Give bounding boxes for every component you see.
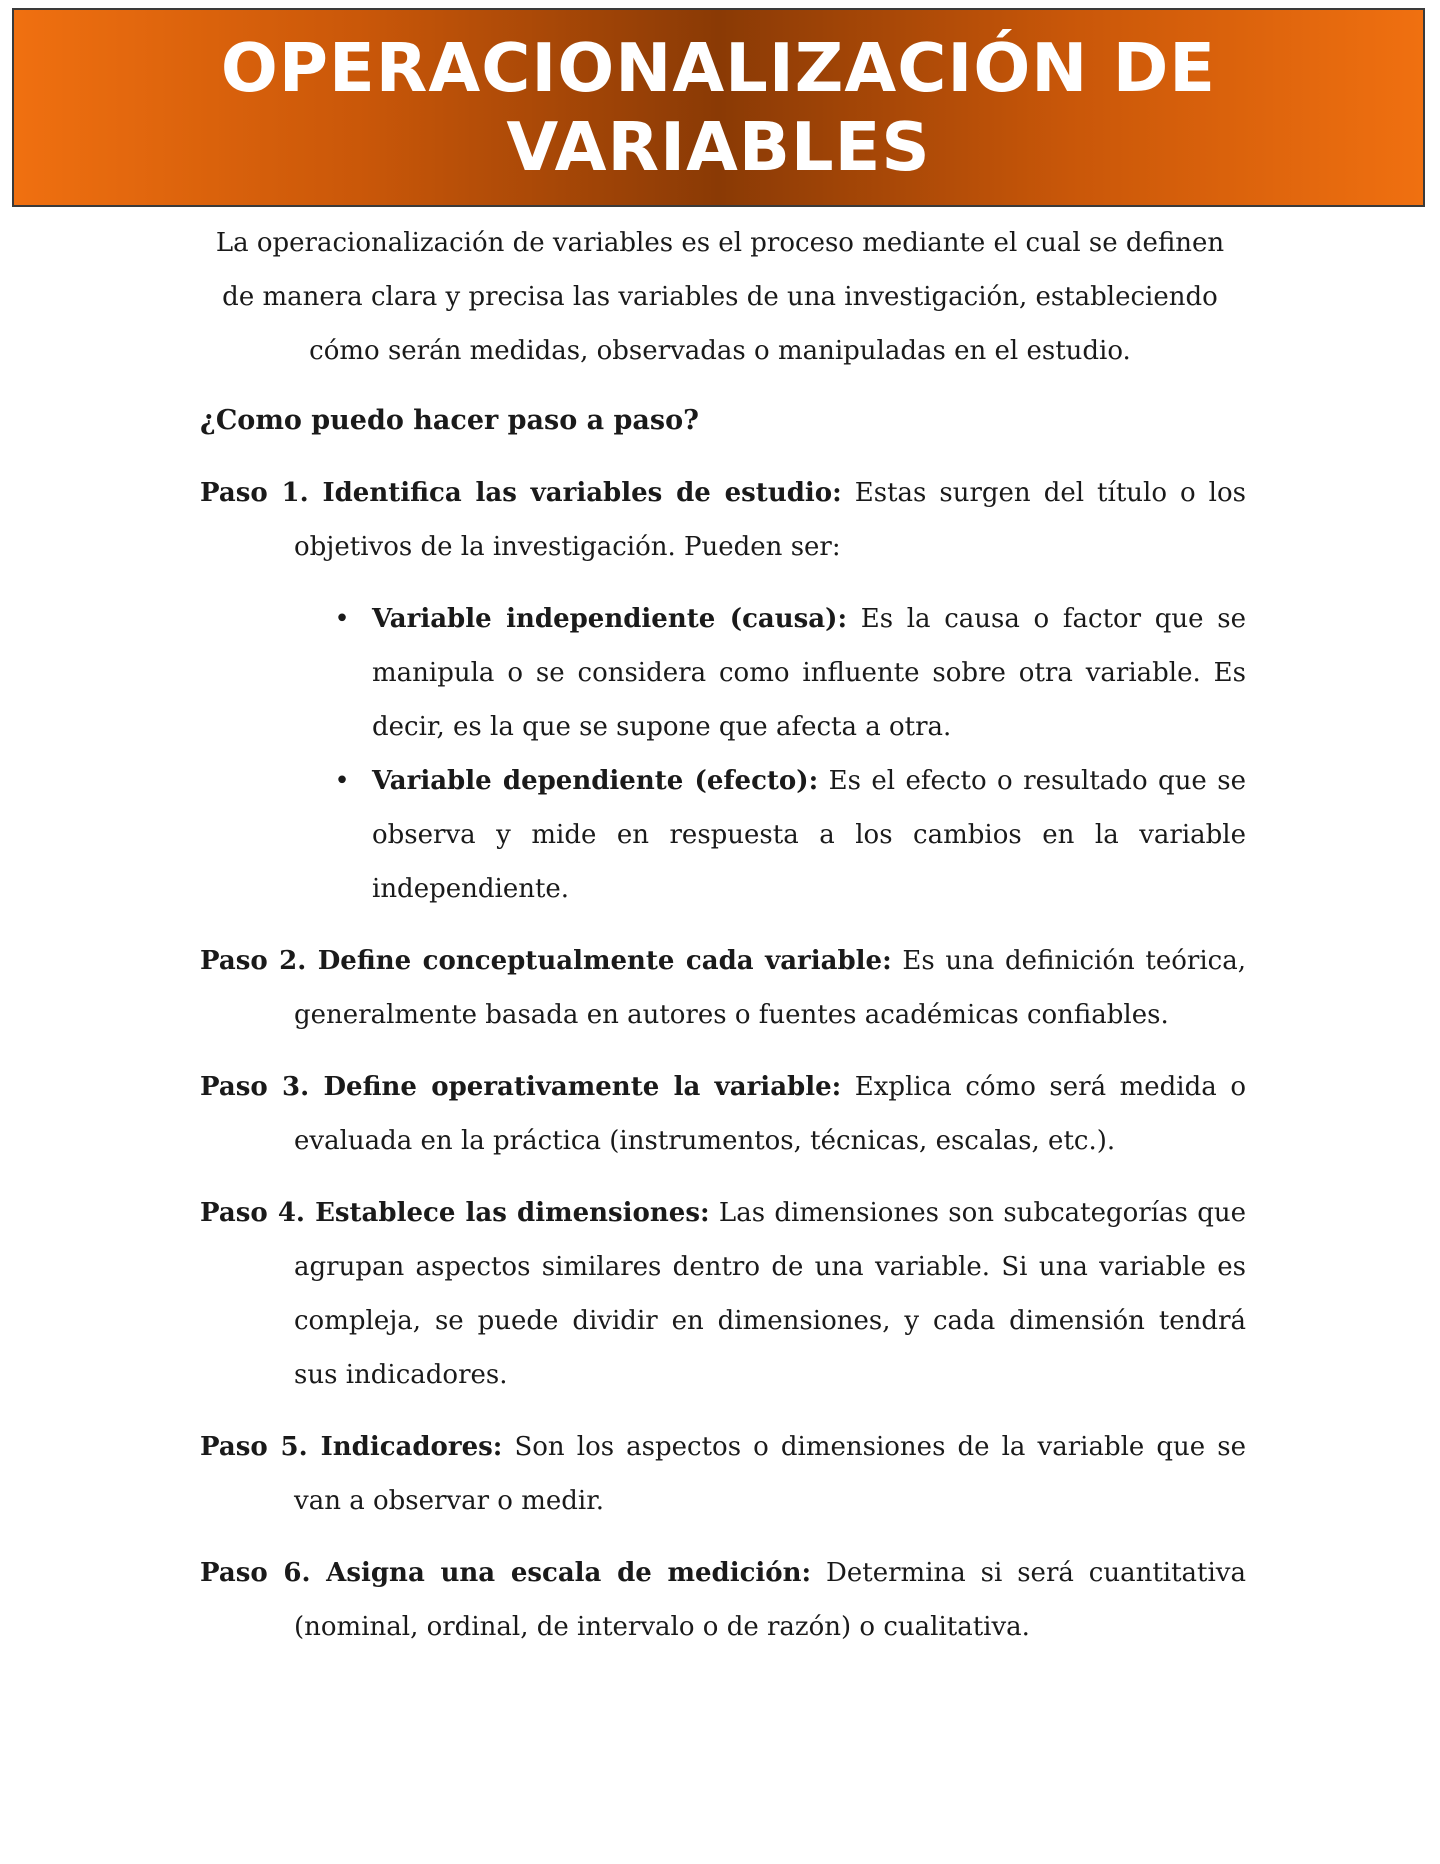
title-banner: [12, 8, 1425, 207]
step-6: [200, 1546, 1246, 1654]
list-item: [334, 754, 1246, 916]
step-6-label: Paso 6. Asigna una escala de medición:: [200, 1558, 812, 1588]
step-5-text: Son los aspectos o dimensiones de la variable que se van a observar o medir.: [294, 1432, 1246, 1516]
step-3-label: Paso 3. Define operativamente la variable:: [200, 1072, 842, 1102]
bullet-icon: •: [334, 604, 350, 634]
step-5-label: Paso 5. Indicadores:: [200, 1432, 503, 1462]
steps-question: ¿Como puedo hacer paso a paso?: [200, 405, 699, 436]
step-1-label: Paso 1. Identifica las variables de estudio:: [200, 478, 842, 508]
step-4-text: Las dimensiones son subcategorías que agrupan aspectos similares dentro de una variable. Si una variable es compleja, se puede dividir en dimensiones, y cada dimensión tendrá sus indicadores.: [294, 1198, 1246, 1390]
intro-paragraph: La operacionalización de variables es el proceso mediante el cual se definen de manera clara y precisa las variables de una investigación, estableciendo cómo serán medidas, observadas o manipuladas en el estudio.: [215, 228, 1225, 366]
step-5: [200, 1420, 1246, 1528]
variable-independent-label: Variable independiente (causa):: [372, 604, 848, 634]
step-1-text: Estas surgen del título o los objetivos de la investigación. Pueden ser:: [294, 478, 1246, 562]
page-title: OPERACIONALIZACIÓN DE VARIABLES: [220, 28, 1217, 186]
step-4-label: Paso 4. Establece las dimensiones:: [200, 1198, 710, 1228]
list-item: [334, 592, 1246, 754]
step-1: [200, 466, 1246, 574]
step-4: [200, 1186, 1246, 1402]
step-6-text: Determina si será cuantitativa (nominal, ordinal, de intervalo o de razón) o cualitativa.: [294, 1558, 1246, 1642]
variable-dependent-text: Es el efecto o resultado que se observa y mide en respuesta a los cambios en la variable independiente.: [372, 766, 1246, 904]
variable-independent-text: Es la causa o factor que se manipula o se considera como influente sobre otra variable. Es decir, es la que se supone que afecta a otra.: [372, 604, 1246, 742]
step-3: [200, 1060, 1246, 1168]
step-2-label: Paso 2. Define conceptualmente cada variable:: [200, 946, 892, 976]
variable-dependent-label: Variable dependiente (efecto):: [372, 766, 819, 796]
steps-list: [200, 466, 1246, 1672]
step-2-text: Es una definición teórica, generalmente basada en autores o fuentes académicas confiables.: [294, 946, 1246, 1030]
step-2: [200, 934, 1246, 1042]
step-3-text: Explica cómo será medida o evaluada en la práctica (instrumentos, técnicas, escalas, etc.).: [294, 1072, 1246, 1156]
variable-types-list: [200, 592, 1246, 916]
bullet-icon: •: [334, 766, 350, 796]
